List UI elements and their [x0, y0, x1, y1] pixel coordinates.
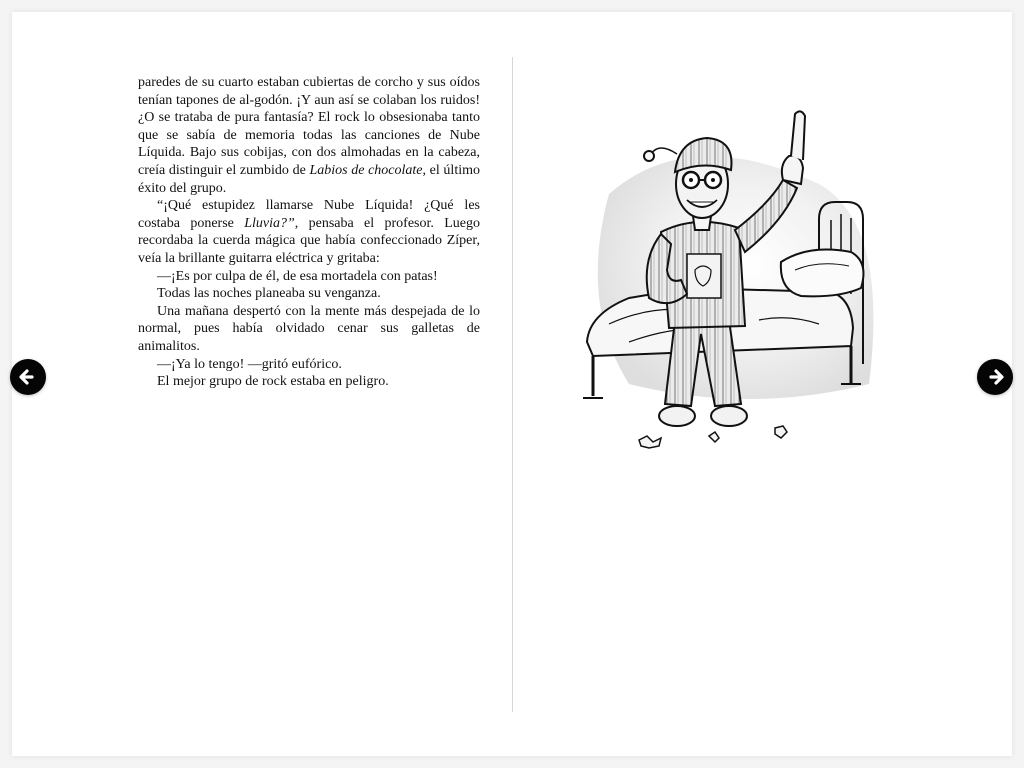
story-paragraph: [138, 356, 480, 374]
text-segment: Todas las noches planeaba su venganza.: [157, 286, 381, 302]
next-page-button[interactable]: [977, 359, 1013, 395]
professor-illustration: [569, 84, 895, 464]
text-segment: , el último éxito del grupo.: [138, 162, 480, 196]
italic-title: Lluvia?”: [244, 215, 295, 231]
previous-page-button[interactable]: [10, 359, 46, 395]
text-segment: Una mañana despertó con la mente más despejada de lo normal, pues había olvidado cenar sus galletas de animalitos.: [138, 303, 480, 354]
story-text: [138, 74, 480, 391]
story-paragraph: [138, 197, 480, 267]
story-paragraph: [138, 74, 480, 197]
arrow-right-icon: [977, 359, 1013, 395]
floor-crumbs: [639, 426, 787, 448]
right-page: [513, 12, 1012, 756]
text-segment: , pensaba el profesor. Luego recordaba la cuerda mágica que había confeccionado Zíper, veía la brillante guitarra eléctrica y gritaba:: [138, 215, 480, 266]
left-page: [12, 12, 512, 756]
text-segment: —¡Ya lo tengo! —gritó eufórico.: [157, 356, 342, 372]
italic-title: Labios de chocolate: [309, 162, 423, 178]
book-spread: [12, 12, 1012, 756]
text-segment: —¡Es por culpa de él, de esa mortadela con patas!: [157, 268, 438, 284]
text-segment: El mejor grupo de rock estaba en peligro.: [157, 374, 389, 390]
story-paragraph: [138, 285, 480, 303]
text-segment: “¡Qué estupidez llamarse Nube Líquida! ¿Qué les costaba ponerse: [138, 198, 480, 231]
story-paragraph: [138, 268, 480, 286]
story-paragraph: [138, 373, 480, 391]
story-paragraph: [138, 303, 480, 356]
text-segment: paredes de su cuarto estaban cubiertas de corcho y sus oídos tenían tapones de al-godón. ¡Y aun así se colaban los ruidos! ¿O se trataba de pura fantasía? El rock lo obsesionaba tanto que se sabía de memoria todas las canciones de Nube Líquida. Bajo sus cobijas, con dos almohadas en la cabeza, creía distinguir el zumbido de: [138, 75, 480, 178]
arrow-left-icon: [10, 359, 46, 395]
